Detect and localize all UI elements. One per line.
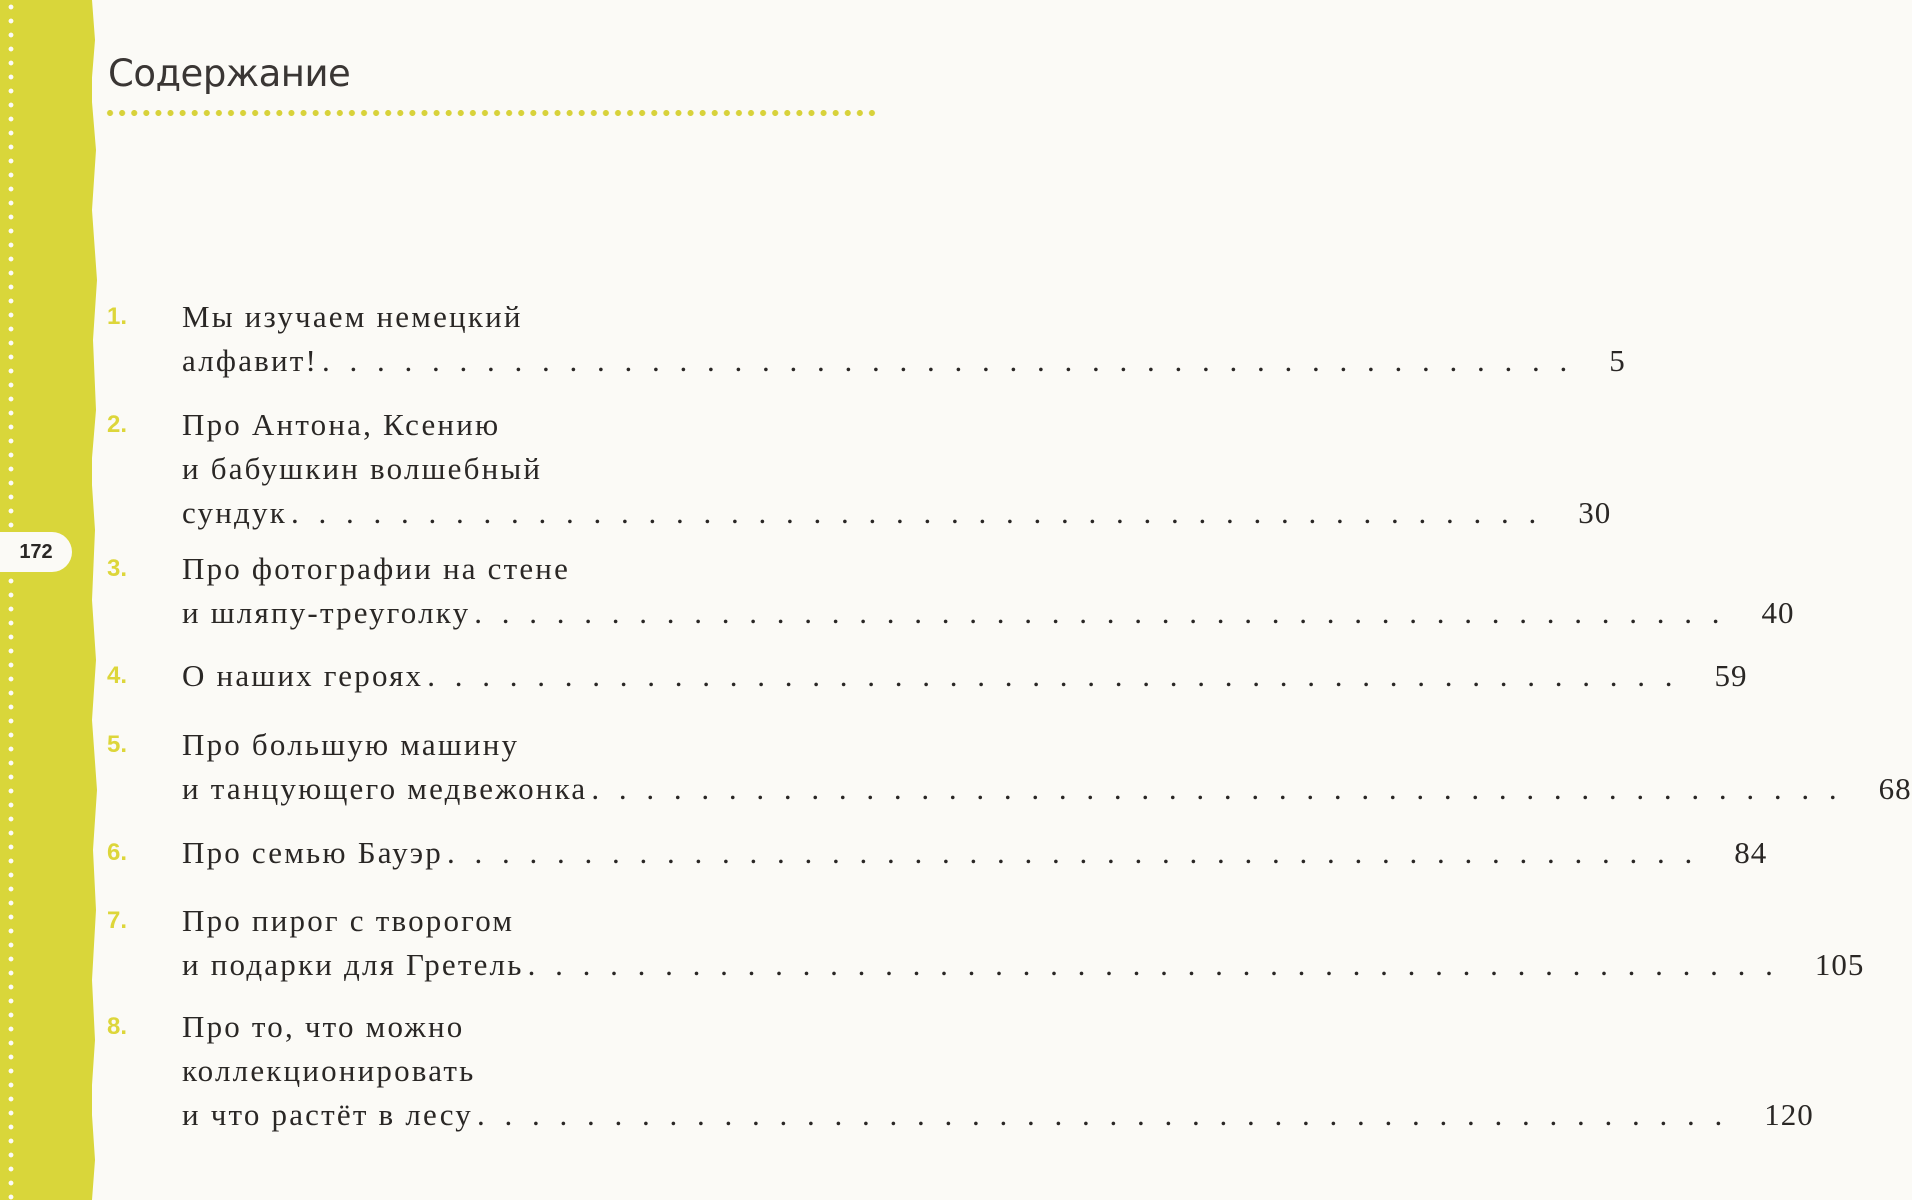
toc-entry-title-line: Про семью Бауэр <box>182 835 443 870</box>
toc-entry-title-line: Про то, что можно <box>182 1009 465 1044</box>
toc-entry-page-number: 105 <box>1814 947 1865 982</box>
toc-entry-title-line: и танцующего медвежонка <box>182 771 588 806</box>
toc-entry-title-line: и шляпу-треуголку <box>182 595 471 630</box>
toc-entry-title-line: и подарки для Гретель <box>182 947 524 982</box>
toc-entry-title-line: Про Антона, Ксению <box>182 407 501 442</box>
toc-entry-last-line <box>182 490 1612 536</box>
dot-leader: . . . . . . . . . . . . . . . . . . . . . . . . . . . . . . . . . . . . . . . . . . . . . . <box>290 495 1543 530</box>
toc-entry-number: 8. <box>107 1013 128 1040</box>
toc-entry-number: 3. <box>107 555 128 582</box>
toc-entry-number: 7. <box>107 907 128 934</box>
toc-entry-page-number: 68 <box>1878 771 1912 806</box>
dot-leader: . . . . . . . . . . . . . . . . . . . . . . . . . . . . . . . . . . . . . . . . . . . . . . <box>447 835 1699 870</box>
toc-entry-title-line: и что растёт в лесу <box>182 1097 473 1132</box>
toc-entry-number: 4. <box>107 662 128 689</box>
toc-entry-number: 1. <box>107 303 128 330</box>
toc-entry-last-line <box>182 653 1748 699</box>
dot-leader: . . . . . . . . . . . . . . . . . . . . . . . . . . . . . . . . . . . . . . . . . . . . . . <box>476 1097 1729 1132</box>
dot-leader: . . . . . . . . . . . . . . . . . . . . . . . . . . . . . . . . . . . . . . . . . . . . . . <box>474 595 1726 630</box>
toc-entry-page-number: 84 <box>1734 835 1768 870</box>
toc-entry-page-number: 120 <box>1764 1097 1814 1132</box>
dot-leader: . . . . . . . . . . . . . . . . . . . . . . . . . . . . . . . . . . . . . . . . . . . . . . <box>322 343 1574 378</box>
toc-entry-title-line: сундук <box>182 495 287 530</box>
toc-entry-page-number: 30 <box>1578 495 1612 530</box>
toc-entry-last-line <box>182 590 1795 636</box>
toc-entry-title-line: коллекционировать <box>182 1053 476 1088</box>
toc-entry-number: 2. <box>107 411 128 438</box>
toc-entry-title-line: О наших героях <box>182 658 424 693</box>
toc-entry-last-line <box>182 830 1768 876</box>
toc-entry-title-line: алфавит! <box>182 343 319 378</box>
toc-entry-page-number: 5 <box>1609 343 1626 378</box>
toc-entry-title-line: Мы изучаем немецкий <box>182 299 523 334</box>
toc-entry-number: 6. <box>107 839 128 866</box>
toc-entry-title-line: Про фотографии на стене <box>182 551 571 586</box>
toc-entry-last-line <box>182 942 1865 988</box>
dot-leader: . . . . . . . . . . . . . . . . . . . . . . . . . . . . . . . . . . . . . . . . . . . . . . <box>427 658 1679 693</box>
toc-entry-number: 5. <box>107 731 128 758</box>
toc-entry-last-line <box>182 766 1912 812</box>
page-title: Содержание <box>108 52 351 95</box>
dot-leader: . . . . . . . . . . . . . . . . . . . . . . . . . . . . . . . . . . . . . . . . . . . . . . <box>527 947 1779 982</box>
toc-entry-title-line: Про большую машину <box>182 727 520 762</box>
toc-entry-title-line: и бабушкин волшебный <box>182 451 543 486</box>
toc-entry-page-number: 59 <box>1714 658 1748 693</box>
toc-entry-page-number: 40 <box>1761 595 1795 630</box>
toc-entry-title-line: Про пирог с творогом <box>182 903 515 938</box>
toc-entry-last-line <box>182 1092 1814 1138</box>
dot-leader: . . . . . . . . . . . . . . . . . . . . . . . . . . . . . . . . . . . . . . . . . . . . . . <box>591 771 1843 806</box>
toc-entry-last-line <box>182 338 1626 384</box>
page-number-badge: 172 <box>0 532 72 572</box>
